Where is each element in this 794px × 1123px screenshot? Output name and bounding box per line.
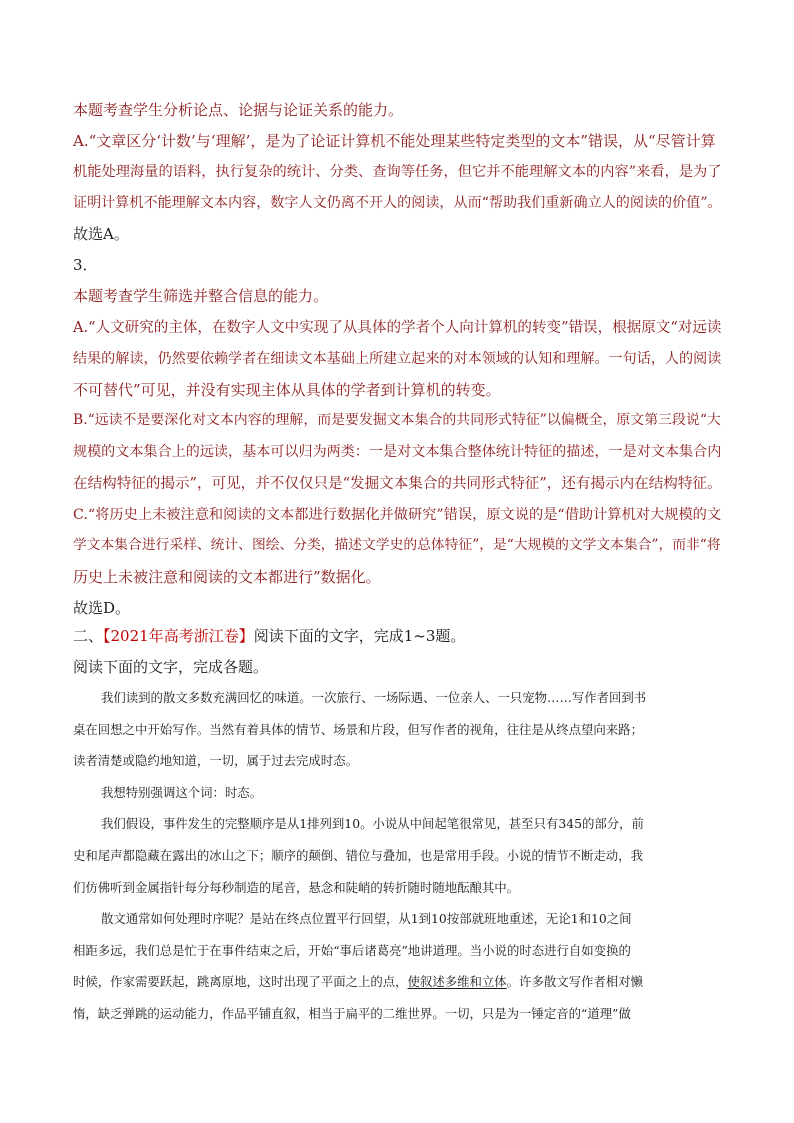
q3-option-b-line-3: 在结构特征的揭示”，可见，并不仅仅只是“发掘文本集合的共同形式特征”，还有揭示内在结构特征。	[73, 475, 722, 492]
q2-choice: 故选A。	[73, 225, 129, 243]
passage-p1-line-2: 桌在回想之中开始写作。当然有着具体的情节、场景和片段，但写作者的视角，往往是从终点望向来路；	[73, 722, 643, 737]
sub-instruction: 阅读下面的文字，完成各题。	[73, 658, 269, 676]
q3-option-c-line-2: 学文本集合进行采样、统计、图绘、分类，描述文学史的总体特征”，是“大规模的文学文本集合”，而非“将	[73, 537, 721, 553]
passage-p3-line-2: 史和尾声都隐藏在露出的冰山之下；顺序的颠倒、错位与叠加，也是常用手段。小说的情节不断走动，我	[73, 848, 643, 863]
passage-p4-line-2: 相距多远，我们总是忙于在事件结束之后，开始“事后诸葛亮”地讲道理。当小说的时态进行自如变换的	[73, 943, 631, 958]
q3-option-a-line-2: 结果的解读，仍然要依赖学者在细读文本基础上所建立起来的对本领域的认知和理解。一句话，人的阅读	[73, 351, 722, 367]
passage-p4-line-3-post: 。许多散文写作者相对懒	[506, 974, 643, 989]
q3-option-b-line-2: 规模的文本集合上的远读，基本可以归为两类：一是对文本集合整体统计特征的描述，一是对文本集合内	[73, 444, 722, 460]
q3-choice: 故选D。	[73, 599, 131, 617]
q3-skill-line: 本题考查学生筛选并整合信息的能力。	[73, 287, 329, 305]
section-two-heading	[73, 629, 465, 644]
q3-option-c-line-3: 历史上未被注意和阅读的文本都进行”数据化。	[73, 568, 381, 586]
q3-option-b-line-1: B.“远读不是要深化对文本内容的理解，而是要发掘文本集合的共同形式特征”以偏概全，原文第三段说“大	[73, 412, 721, 428]
passage-p4-line-4: 惰，缺乏弹跳的运动能力，作品平铺直叙，相当于扁平的二维世界。一切，只是为一锤定音的“道理”做	[73, 1006, 631, 1021]
passage-p4-line-1: 散文通常如何处理时序呢？是站在终点位置平行回望，从1到10按部就班地重述，无论1和10之间	[101, 911, 632, 926]
q2-option-a-line-1: A.“文章区分‘计数’与‘理解’，是为了论证计算机不能处理某些特定类型的文本”错误，从“尽管计算	[73, 132, 716, 150]
section-number: 二、	[73, 627, 104, 645]
passage-p4-line-3	[73, 976, 643, 988]
passage-p4-line-3-pre: 时候，作家需要跃起，跳离原地，这时出现了平面之上的点，	[73, 974, 408, 989]
q2-option-a-line-3: 证明计算机不能理解文本内容，数字人文仍离不开人的阅读，从而“帮助我们重新确立人的阅读的价值”。	[73, 195, 722, 211]
q2-option-a-line-2: 机能处理海量的语料，执行复杂的统计、分类、查询等任务，但它并不能理解文本的内容”来看，是为了	[73, 164, 722, 180]
passage-p3-line-3: 们仿佛听到金属指针每分每秒制造的尾音，悬念和陡峭的转折随时随地酝酿其中。	[73, 880, 520, 895]
section-instruction: 阅读下面的文字，完成1~3题。	[253, 627, 466, 645]
q3-number: 3．	[73, 256, 98, 274]
q2-skill-line: 本题考查学生分析论点、论据与论证关系的能力。	[73, 101, 404, 119]
q3-option-c-line-1: C.“将历史上未被注意和阅读的文本都进行数据化并做研究”错误，原文说的是“借助计算机对大规模的文	[73, 507, 722, 523]
passage-p2: 我想特别强调这个词：时态。	[101, 785, 263, 800]
passage-p3-line-1: 我们假设，事件发生的完整顺序是从1排列到10。小说从中间起笔很常见，甚至只有345的部分，前	[101, 816, 644, 831]
q3-option-a-line-3: 不可替代”可见，并没有实现主体从具体的学者到计算机的转变。	[73, 381, 501, 399]
passage-p1-line-1: 我们读到的散文多数充满回忆的味道。一次旅行、一场际遇、一位亲人、一只宠物……写作者回到书	[101, 690, 647, 705]
underlined-phrase: 使叙述多维和立体	[407, 974, 507, 989]
source-tag: 【2021年高考浙江卷】	[103, 627, 254, 645]
q3-option-a-line-1: A.“人文研究的主体，在数字人文中实现了从具体的学者个人向计算机的转变”错误，根据原文“对远读	[73, 319, 722, 336]
passage-p1-line-3: 读者清楚或隐约地知道，一切，属于过去完成时态。	[73, 753, 358, 768]
